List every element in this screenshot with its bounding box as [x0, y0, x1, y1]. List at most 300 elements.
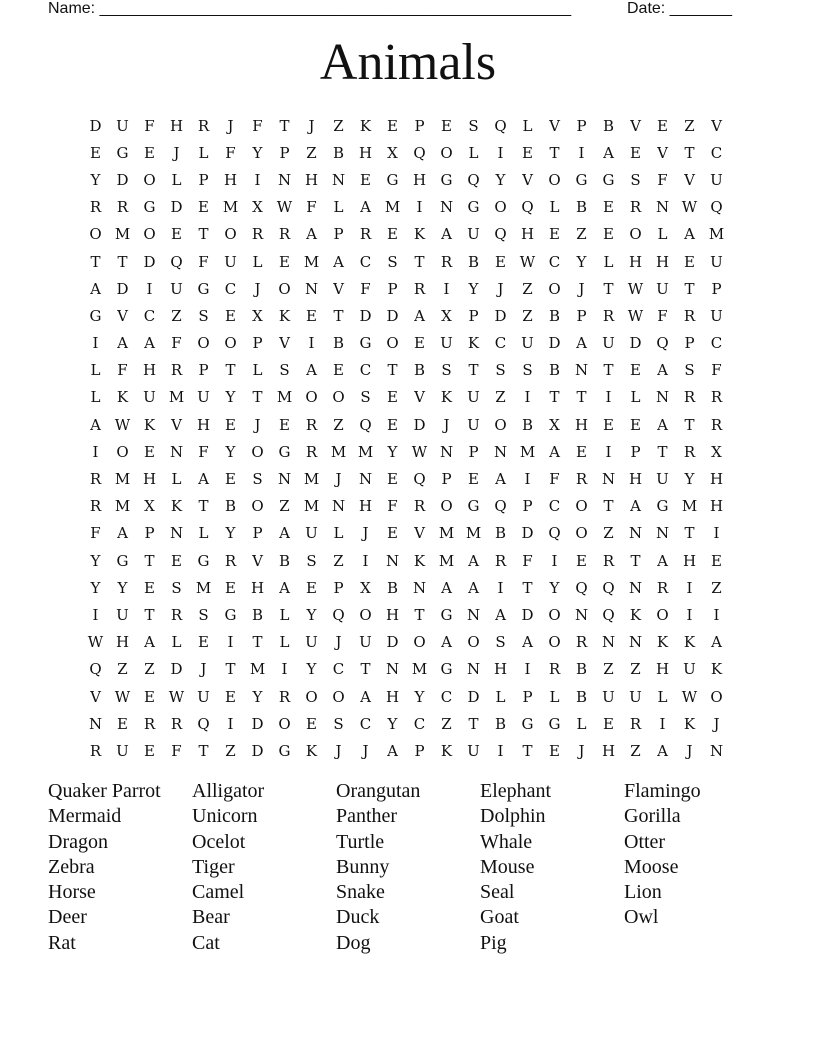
grid-letter: F	[90, 524, 101, 543]
grid-letter: L	[549, 687, 560, 706]
grid-letter: C	[548, 252, 561, 271]
grid-letter: L	[198, 524, 209, 543]
grid-letter: L	[252, 361, 263, 380]
grid-letter: R	[251, 225, 264, 244]
grid-letter: Z	[441, 714, 452, 733]
word-bank-item: Deer	[48, 906, 87, 929]
grid-letter: A	[279, 578, 290, 597]
grid-letter: T	[468, 714, 479, 733]
grid-letter: M	[438, 551, 455, 570]
word-bank-item: Tiger	[192, 855, 235, 878]
grid-letter: R	[278, 225, 291, 244]
grid-letter: Z	[117, 660, 128, 679]
grid-letter: K	[305, 741, 318, 760]
grid-letter: K	[413, 551, 426, 570]
grid-letter: G	[440, 660, 453, 679]
grid-letter: Z	[603, 660, 614, 679]
grid-letter: H	[520, 225, 535, 244]
grid-letter: P	[279, 143, 290, 162]
grid-letter: A	[441, 633, 452, 652]
grid-letter: R	[548, 660, 561, 679]
grid-letter: C	[710, 143, 723, 162]
grid-letter: B	[413, 361, 426, 380]
grid-letter: E	[144, 578, 155, 597]
word-bank-item: Bear	[192, 906, 230, 929]
grid-letter: D	[116, 170, 129, 189]
grid-letter: I	[497, 578, 504, 597]
grid-letter: K	[116, 388, 129, 407]
grid-letter: Z	[684, 116, 695, 135]
grid-letter: P	[468, 306, 479, 325]
grid-row	[82, 629, 730, 656]
grid-letter: Y	[90, 170, 101, 189]
word-bank-item: Dragon	[48, 830, 108, 853]
grid-letter: F	[306, 198, 317, 217]
grid-letter: P	[630, 442, 641, 461]
grid-letter: D	[251, 714, 264, 733]
grid-letter: A	[144, 633, 155, 652]
grid-letter: I	[92, 442, 99, 461]
word-bank-item: Bunny	[336, 855, 390, 878]
grid-letter: Y	[684, 470, 695, 489]
grid-letter: M	[168, 388, 185, 407]
grid-letter: S	[441, 361, 452, 380]
grid-letter: Q	[521, 198, 534, 217]
grid-letter: A	[414, 306, 425, 325]
grid-letter: E	[387, 524, 398, 543]
grid-letter: Q	[494, 225, 507, 244]
grid-letter: A	[657, 551, 668, 570]
grid-letter: O	[656, 605, 669, 624]
grid-letter: B	[494, 524, 507, 543]
grid-letter: G	[467, 198, 480, 217]
grid-letter: I	[254, 170, 261, 189]
grid-letter: F	[198, 442, 209, 461]
grid-letter: R	[440, 252, 453, 271]
grid-letter: N	[331, 170, 346, 189]
grid-letter: U	[305, 633, 318, 652]
grid-letter: M	[465, 524, 482, 543]
grid-letter: E	[630, 415, 641, 434]
grid-letter: O	[629, 225, 642, 244]
grid-row	[82, 139, 730, 166]
grid-letter: I	[605, 388, 612, 407]
word-bank-item: Dolphin	[480, 805, 546, 828]
word-bank-item: Mouse	[480, 855, 535, 878]
grid-letter: E	[387, 388, 398, 407]
grid-letter: O	[710, 687, 723, 706]
grid-letter: E	[387, 470, 398, 489]
grid-letter: G	[89, 306, 102, 325]
grid-letter: L	[90, 361, 101, 380]
grid-letter: E	[144, 687, 155, 706]
grid-letter: U	[116, 741, 129, 760]
grid-letter: W	[276, 198, 293, 217]
grid-letter: H	[358, 143, 373, 162]
grid-letter: S	[279, 361, 290, 380]
grid-letter: M	[330, 442, 347, 461]
grid-letter: N	[709, 741, 724, 760]
grid-letter: E	[522, 143, 533, 162]
grid-letter: O	[413, 633, 426, 652]
grid-letter: G	[656, 497, 669, 516]
grid-letter: I	[92, 605, 99, 624]
word-bank-item: Goat	[480, 906, 519, 929]
grid-letter: T	[468, 361, 479, 380]
word-bank-item: Whale	[480, 830, 533, 853]
grid-letter: A	[306, 225, 317, 244]
grid-letter: R	[683, 442, 696, 461]
grid-letter: D	[467, 687, 480, 706]
word-bank-item: Quaker Parrot	[48, 780, 161, 802]
grid-letter: I	[659, 714, 666, 733]
grid-letter: F	[252, 116, 263, 135]
grid-letter: N	[655, 524, 670, 543]
grid-letter: E	[603, 225, 614, 244]
grid-letter: E	[630, 143, 641, 162]
grid-letter: I	[713, 524, 720, 543]
grid-letter: H	[142, 470, 157, 489]
grid-letter: K	[710, 660, 723, 679]
grid-letter: B	[548, 306, 561, 325]
grid-letter: E	[549, 225, 560, 244]
grid-letter: Z	[333, 551, 344, 570]
grid-letter: U	[197, 687, 210, 706]
grid-letter: M	[195, 578, 212, 597]
grid-letter: Y	[225, 524, 236, 543]
grid-letter: G	[224, 605, 237, 624]
grid-letter: E	[225, 578, 236, 597]
grid-letter: F	[144, 116, 155, 135]
grid-letter: N	[331, 497, 346, 516]
grid-letter: I	[146, 279, 153, 298]
grid-letter: P	[144, 524, 155, 543]
grid-letter: I	[578, 143, 585, 162]
grid-letter: O	[548, 279, 561, 298]
grid-letter: A	[468, 578, 479, 597]
grid-letter: E	[603, 415, 614, 434]
grid-letter: K	[440, 741, 453, 760]
word-bank-item: Seal	[480, 881, 515, 904]
grid-letter: I	[92, 334, 99, 353]
grid-letter: C	[359, 252, 372, 271]
grid-letter: S	[495, 633, 506, 652]
grid-letter: U	[359, 633, 372, 652]
grid-letter: A	[630, 497, 641, 516]
grid-letter: G	[197, 279, 210, 298]
grid-letter: D	[413, 415, 426, 434]
grid-letter: P	[576, 306, 587, 325]
grid-letter: N	[574, 605, 589, 624]
grid-letter: Q	[494, 497, 507, 516]
grid-letter: H	[682, 551, 697, 570]
grid-letter: D	[251, 741, 264, 760]
grid-row	[82, 520, 730, 547]
grid-letter: E	[711, 551, 722, 570]
grid-letter: R	[143, 714, 156, 733]
grid-letter: N	[601, 633, 616, 652]
grid-letter: Y	[549, 578, 560, 597]
grid-letter: Y	[306, 660, 317, 679]
grid-letter: D	[359, 306, 372, 325]
grid-letter: S	[522, 361, 533, 380]
grid-row	[82, 384, 730, 411]
grid-letter: R	[116, 198, 129, 217]
word-bank-item: Dog	[336, 931, 371, 954]
grid-letter: W	[114, 415, 131, 434]
grid-letter: Q	[494, 116, 507, 135]
grid-letter: R	[89, 741, 102, 760]
word-bank-item: Orangutan	[336, 780, 421, 802]
grid-letter: Z	[630, 660, 641, 679]
grid-letter: E	[117, 714, 128, 733]
grid-letter: T	[414, 252, 425, 271]
grid-letter: D	[116, 279, 129, 298]
grid-letter: N	[88, 714, 103, 733]
grid-letter: A	[333, 252, 344, 271]
grid-letter: Q	[359, 415, 372, 434]
grid-letter: J	[578, 279, 585, 298]
grid-row	[82, 438, 730, 465]
grid-letter: F	[549, 470, 560, 489]
grid-letter: N	[385, 551, 400, 570]
grid-letter: Y	[90, 578, 101, 597]
grid-letter: R	[710, 415, 723, 434]
grid-letter: R	[89, 470, 102, 489]
grid-letter: F	[657, 306, 668, 325]
grid-row	[82, 275, 730, 302]
grid-letter: D	[386, 306, 399, 325]
grid-letter: A	[495, 470, 506, 489]
grid-letter: N	[169, 442, 184, 461]
grid-letter: K	[629, 605, 642, 624]
grid-letter: O	[548, 170, 561, 189]
grid-letter: B	[278, 551, 291, 570]
grid-letter: N	[439, 198, 454, 217]
grid-letter: Z	[522, 279, 533, 298]
grid-letter: C	[224, 279, 237, 298]
grid-letter: Y	[576, 252, 587, 271]
grid-row	[82, 737, 730, 764]
grid-letter: P	[684, 334, 695, 353]
grid-letter: I	[524, 388, 531, 407]
grid-letter: G	[467, 497, 480, 516]
grid-letter: P	[711, 279, 722, 298]
grid-letter: N	[466, 660, 481, 679]
grid-letter: U	[602, 334, 615, 353]
grid-letter: O	[278, 279, 291, 298]
grid-letter: D	[386, 633, 399, 652]
grid-letter: V	[711, 116, 722, 135]
grid-letter: Y	[495, 170, 506, 189]
grid-letter: I	[524, 470, 531, 489]
grid-letter: T	[225, 660, 236, 679]
word-bank-item: Owl	[624, 906, 659, 929]
grid-letter: H	[358, 497, 373, 516]
grid-letter: P	[522, 687, 533, 706]
grid-letter: C	[359, 361, 372, 380]
grid-letter: S	[333, 714, 344, 733]
grid-letter: J	[335, 470, 342, 489]
grid-letter: Y	[387, 714, 398, 733]
grid-letter: X	[252, 306, 263, 325]
grid-letter: I	[362, 551, 369, 570]
date-line: Date: _______	[627, 0, 732, 17]
grid-letter: F	[657, 170, 668, 189]
grid-letter: V	[333, 279, 344, 298]
grid-letter: W	[681, 198, 698, 217]
grid-letter: M	[276, 388, 293, 407]
grid-letter: U	[467, 741, 480, 760]
grid-letter: W	[87, 633, 104, 652]
grid-letter: D	[89, 116, 102, 135]
grid-letter: M	[114, 497, 131, 516]
grid-letter: M	[681, 497, 698, 516]
grid-letter: E	[225, 687, 236, 706]
grid-letter: V	[117, 306, 128, 325]
grid-letter: L	[603, 252, 614, 271]
grid-letter: D	[170, 660, 183, 679]
word-bank-item: Elephant	[480, 780, 552, 802]
grid-letter: J	[443, 415, 450, 434]
grid-letter: A	[549, 442, 560, 461]
grid-letter: N	[304, 279, 319, 298]
grid-letter: Q	[170, 252, 183, 271]
grid-letter: H	[115, 633, 130, 652]
grid-letter: I	[227, 714, 234, 733]
grid-letter: B	[494, 714, 507, 733]
grid-letter: T	[603, 497, 614, 516]
grid-letter: E	[576, 442, 587, 461]
grid-letter: R	[170, 714, 183, 733]
word-bank-item: Zebra	[48, 855, 95, 878]
grid-letter: L	[171, 170, 182, 189]
grid-letter: Y	[225, 442, 236, 461]
grid-letter: A	[90, 279, 101, 298]
grid-letter: E	[171, 225, 182, 244]
grid-letter: Z	[306, 143, 317, 162]
grid-letter: T	[90, 252, 101, 271]
grid-letter: Q	[656, 334, 669, 353]
grid-letter: M	[357, 442, 374, 461]
grid-letter: E	[225, 306, 236, 325]
grid-letter: G	[602, 170, 615, 189]
grid-letter: D	[170, 198, 183, 217]
grid-row	[82, 547, 730, 574]
grid-letter: F	[171, 334, 182, 353]
grid-letter: Z	[333, 415, 344, 434]
grid-letter: I	[227, 633, 234, 652]
grid-letter: U	[143, 388, 156, 407]
grid-letter: O	[305, 388, 318, 407]
grid-letter: B	[548, 361, 561, 380]
grid-letter: K	[656, 633, 669, 652]
grid-letter: T	[279, 116, 290, 135]
grid-letter: A	[117, 334, 128, 353]
grid-letter: I	[281, 660, 288, 679]
grid-letter: U	[116, 605, 129, 624]
grid-letter: T	[549, 388, 560, 407]
grid-letter: T	[144, 605, 155, 624]
grid-letter: L	[252, 252, 263, 271]
grid-letter: L	[198, 143, 209, 162]
grid-letter: U	[440, 334, 453, 353]
grid-letter: J	[173, 143, 180, 162]
grid-letter: L	[657, 687, 668, 706]
grid-letter: Y	[117, 578, 128, 597]
grid-letter: U	[305, 524, 318, 543]
grid-letter: T	[603, 279, 614, 298]
grid-letter: K	[278, 306, 291, 325]
grid-letter: P	[198, 361, 209, 380]
word-bank-item: Camel	[192, 881, 245, 904]
grid-letter: A	[117, 524, 128, 543]
grid-letter: Y	[414, 687, 425, 706]
grid-letter: P	[387, 279, 398, 298]
grid-letter: H	[628, 252, 643, 271]
grid-letter: R	[278, 687, 291, 706]
grid-letter: N	[628, 633, 643, 652]
grid-letter: T	[198, 225, 209, 244]
word-bank-item: Horse	[48, 881, 96, 904]
grid-letter: O	[440, 497, 453, 516]
grid-letter: T	[387, 361, 398, 380]
grid-letter: X	[711, 442, 722, 461]
grid-letter: K	[683, 633, 696, 652]
grid-letter: D	[521, 605, 534, 624]
grid-letter: V	[657, 143, 668, 162]
grid-letter: P	[414, 116, 425, 135]
grid-letter: E	[279, 252, 290, 271]
grid-letter: N	[277, 170, 292, 189]
grid-letter: L	[657, 225, 668, 244]
grid-letter: A	[441, 578, 452, 597]
grid-letter: X	[441, 306, 452, 325]
grid-letter: R	[710, 388, 723, 407]
grid-row	[82, 357, 730, 384]
grid-letter: O	[89, 225, 102, 244]
grid-letter: M	[303, 252, 320, 271]
word-bank-item: Alligator	[192, 780, 265, 802]
grid-letter: Y	[225, 388, 236, 407]
word-bank-item: Snake	[336, 881, 385, 904]
grid-letter: U	[710, 306, 723, 325]
grid-letter: W	[627, 279, 644, 298]
page-title: Animals	[319, 34, 497, 91]
grid-letter: N	[412, 578, 427, 597]
grid-letter: T	[117, 252, 128, 271]
grid-letter: I	[416, 198, 423, 217]
grid-letter: U	[710, 170, 723, 189]
grid-letter: E	[549, 741, 560, 760]
grid-letter: M	[114, 225, 131, 244]
grid-letter: L	[171, 470, 182, 489]
grid-letter: J	[578, 741, 585, 760]
word-bank-item: Ocelot	[192, 830, 246, 853]
grid-letter: T	[252, 633, 263, 652]
grid-letter: W	[168, 687, 185, 706]
word-bank-column	[48, 779, 188, 956]
word-bank-item: Lion	[624, 881, 662, 904]
grid-letter: S	[630, 170, 641, 189]
grid-letter: E	[279, 415, 290, 434]
grid-letter: O	[251, 442, 264, 461]
grid-letter: O	[197, 334, 210, 353]
grid-letter: K	[683, 714, 696, 733]
grid-letter: I	[686, 605, 693, 624]
grid-letter: V	[171, 415, 182, 434]
grid-letter: N	[655, 198, 670, 217]
